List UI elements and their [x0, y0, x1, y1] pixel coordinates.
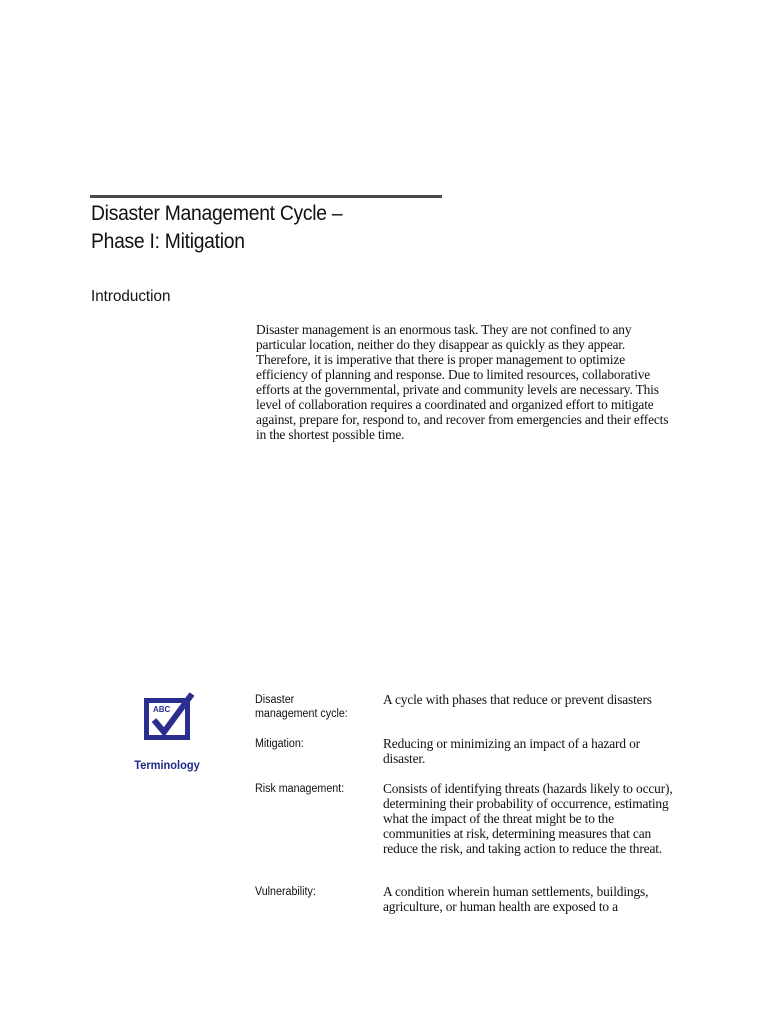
page-title — [91, 200, 342, 256]
term-name: Risk management: — [255, 783, 345, 795]
term-name: Vulnerability: — [255, 886, 316, 898]
term-name: Mitigation: — [255, 738, 304, 750]
term-name: Disaster management cycle: — [255, 694, 348, 720]
title-rule — [90, 195, 442, 198]
checkbox-abc-icon-text: ABC — [153, 705, 171, 714]
page-title-line-2: Phase I: Mitigation — [91, 230, 245, 253]
term-definition: Consists of identifying threats (hazards likely to occur), determining their probability of occurrence, estimating what the impact of the threat might be to the communities at risk, determining measures that can reduce the risk, and taking action to reduce the threat. — [383, 781, 673, 856]
term-definition: A condition wherein human settlements, buildings, agriculture, or human health are exposed to a — [383, 884, 649, 914]
checkbox-abc-icon — [142, 692, 196, 742]
section-heading-introduction: Introduction — [91, 288, 171, 305]
intro-paragraph: Disaster management is an enormous task. They are not confined to any particular location, neither do they disappear as quickly as they appear. Therefore, it is imperative that there is proper management to optimize efficiency of planning and response. Due to limited resources, collaborative efforts at the governmental, private and community levels are necessary. This level of collaboration requires a coordinated and organized effort to mitigate against, prepare for, respond to, and recover from emergencies and their effects in the shortest possible time. — [256, 322, 669, 442]
term-definition: Reducing or minimizing an impact of a hazard or disaster. — [383, 736, 640, 766]
page-title-line-1: Disaster Management Cycle – — [91, 202, 343, 225]
term-definition: A cycle with phases that reduce or prevent disasters — [383, 692, 652, 707]
terminology-label: Terminology — [134, 758, 200, 772]
